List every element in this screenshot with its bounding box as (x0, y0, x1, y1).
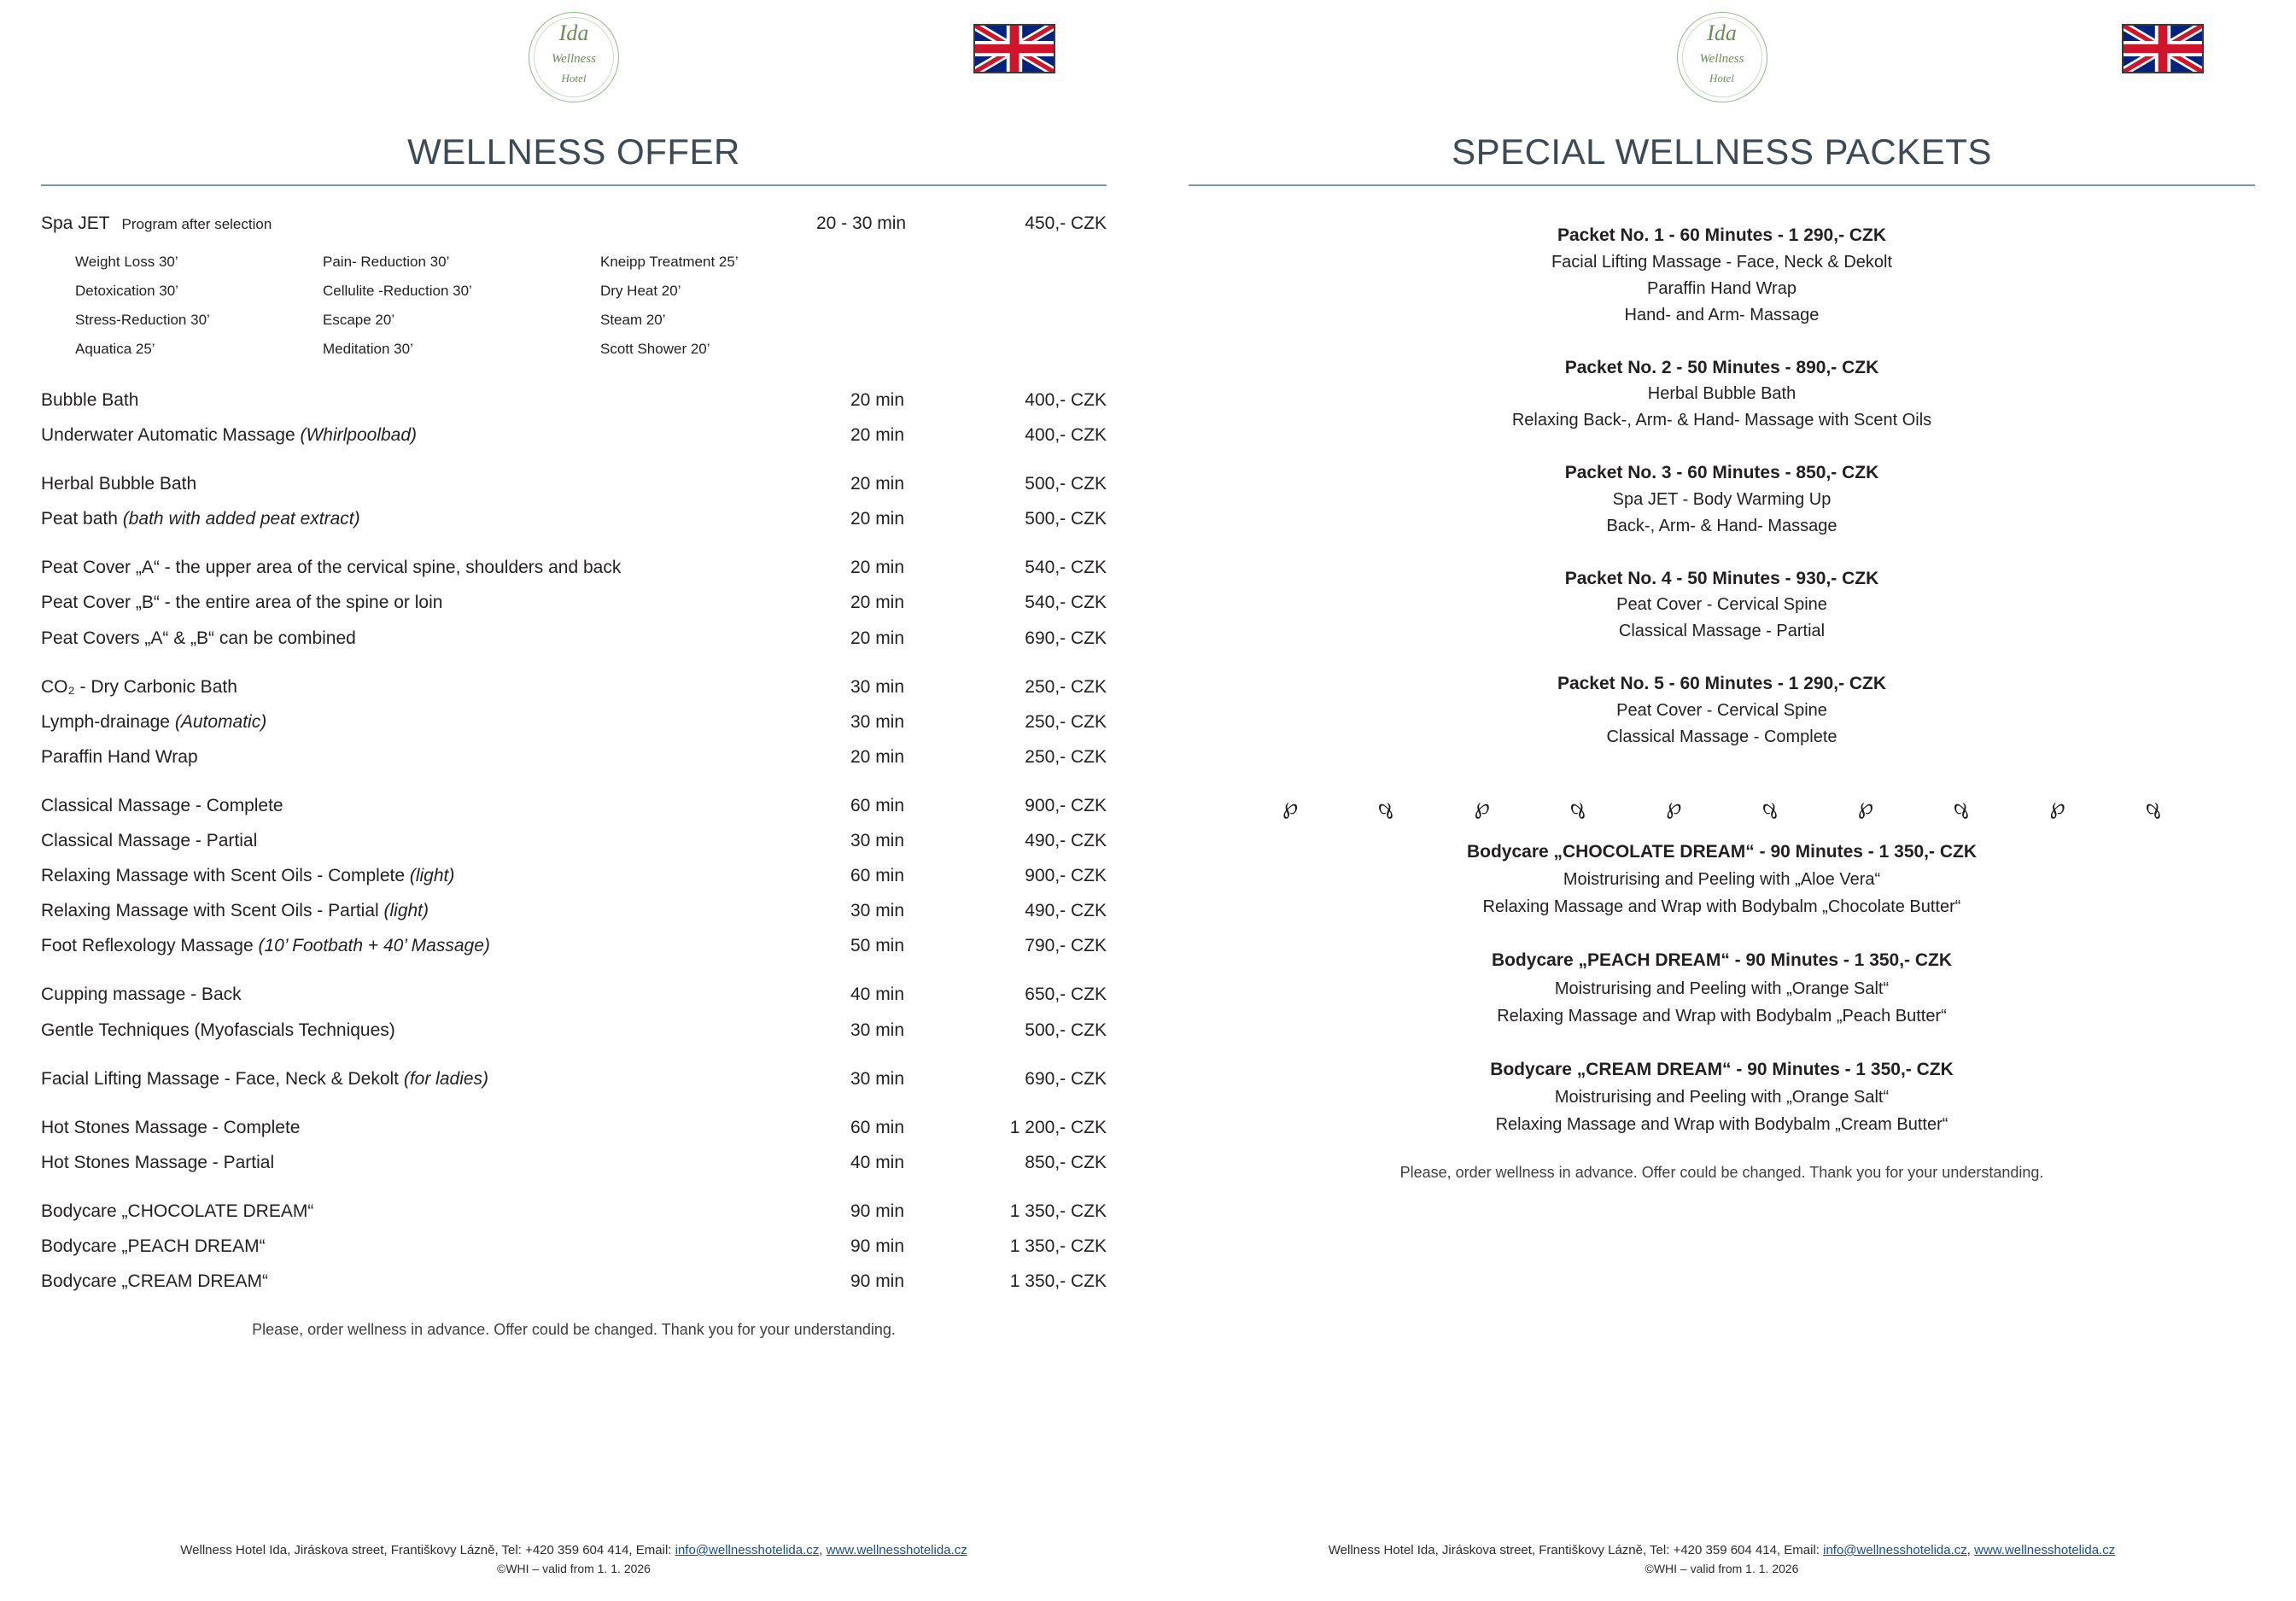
service-name: Foot Reflexology Massage (10’ Footbath + 40’ Massage) (41, 936, 490, 956)
uk-flag-icon (973, 24, 1055, 73)
order-note: Please, order wellness in advance. Offer could be changed. Thank you for your understanding. (1399, 1164, 2044, 1182)
ornament-glyph: ℘ (2145, 792, 2161, 819)
footer-separator: , (819, 1543, 827, 1558)
logo-line-2: Wellness (1699, 52, 1744, 66)
packet-line: Classical Massage - Complete (1606, 727, 1837, 746)
packet-line: Back-, Arm- & Hand- Massage (1606, 516, 1837, 535)
program-item: Dry Heat 20’ (600, 283, 681, 299)
service-price: 1 350,- CZK (1009, 1201, 1107, 1221)
program-item: Detoxication 30’ (75, 283, 178, 299)
programs-column-2 (323, 248, 600, 364)
service-duration: 20 min (850, 593, 905, 613)
order-note: Please, order wellness in advance. Offer could be changed. Thank you for your understanding. (252, 1321, 896, 1339)
bodycare-line: Relaxing Massage and Wrap with Bodybalm „Cream Butter“ (1495, 1115, 1948, 1135)
service-name: Classical Massage - Complete (41, 795, 283, 815)
spa-jet-name: Spa JET (41, 213, 110, 233)
logo-line-3: Hotel (1709, 72, 1734, 85)
hotel-logo (1671, 10, 1773, 106)
logo-line-1: Ida (1707, 20, 1737, 45)
service-name: Bodycare „CREAM DREAM“ (41, 1271, 269, 1292)
group-spacer (41, 536, 1107, 550)
ornament-glyph: ℘ (2049, 792, 2065, 819)
service-price: 400,- CZK (1025, 390, 1107, 410)
ornament-glyph: ℘ (1666, 792, 1682, 819)
service-row (41, 788, 1107, 823)
service-row (41, 501, 1107, 536)
footer-contact-line (1148, 1540, 2296, 1560)
service-name: Relaxing Massage with Scent Oils - Complete (light) (41, 866, 455, 886)
bodycare-line: Moistrurising and Peeling with „Orange Salt“ (1554, 979, 1890, 998)
service-name: Bodycare „PEACH DREAM“ (41, 1236, 266, 1256)
top-spacer (1189, 208, 2255, 222)
footer-copyright: ©WHI – valid from 1. 1. 2026 (1645, 1562, 1799, 1576)
service-name: Peat bath (bath with added peat extract) (41, 509, 360, 529)
program-item: Stress-Reduction 30’ (75, 312, 210, 328)
service-row (41, 466, 1107, 501)
ornament-divider (1189, 776, 2255, 838)
ornament-glyph: ℘ (1857, 792, 1874, 819)
service-row (41, 823, 1107, 858)
spa-jet-row (41, 208, 1107, 239)
bodycare-line: Relaxing Massage and Wrap with Bodybalm „Chocolate Butter“ (1482, 897, 1961, 917)
service-price: 540,- CZK (1025, 593, 1107, 613)
packet-line: Hand- and Arm- Massage (1624, 305, 1820, 324)
packet-block (1189, 354, 2255, 435)
ornament-glyph: ℘ (1761, 792, 1778, 819)
service-price: 490,- CZK (1025, 831, 1107, 851)
service-row (41, 383, 1107, 418)
bodycare-title: Bodycare „CHOCOLATE DREAM“ - 90 Minutes - 1 350,- CZK (1466, 841, 1978, 862)
service-name-note: (light) (409, 866, 455, 886)
service-name: Cupping massage - Back (41, 985, 242, 1005)
packet-title: Packet No. 4 - 50 Minutes - 930,- CZK (1564, 568, 1879, 588)
ornament-glyph: ℘ (1378, 792, 1394, 819)
service-price: 400,- CZK (1025, 425, 1107, 446)
page-title: WELLNESS OFFER (407, 131, 740, 172)
service-duration: 20 min (850, 509, 905, 529)
service-row (41, 739, 1107, 774)
service-row (41, 418, 1107, 453)
program-item: Weight Loss 30’ (75, 254, 178, 270)
service-row (41, 1194, 1107, 1229)
logo-line-2: Wellness (552, 52, 596, 66)
service-name: Hot Stones Massage - Partial (41, 1152, 275, 1172)
spa-jet-price: 450,- CZK (1025, 213, 1107, 233)
packet-block (1189, 222, 2255, 329)
service-row (41, 704, 1107, 739)
footer-contact-line (0, 1540, 1148, 1560)
service-name-note: (light) (383, 901, 429, 921)
service-name: Lymph-drainage (Automatic) (41, 711, 267, 732)
service-name: Hot Stones Massage - Complete (41, 1117, 301, 1137)
service-price: 690,- CZK (1025, 1068, 1107, 1089)
service-duration: 30 min (850, 831, 905, 851)
service-row (41, 977, 1107, 1012)
packet-line: Classical Massage - Partial (1618, 622, 1826, 640)
service-duration: 40 min (850, 985, 905, 1005)
service-row (41, 585, 1107, 620)
service-name: Classical Massage - Partial (41, 831, 258, 851)
service-name-note: (bath with added peat extract) (122, 509, 360, 529)
title-divider (41, 184, 1107, 186)
service-row (41, 669, 1107, 704)
packet-line: Paraffin Hand Wrap (1647, 278, 1796, 298)
service-row (41, 928, 1107, 963)
service-name: Underwater Automatic Massage (Whirlpoolbad) (41, 425, 418, 446)
service-duration: 90 min (850, 1271, 905, 1292)
price-list (41, 208, 1107, 1299)
packet-line: Herbal Bubble Bath (1647, 384, 1796, 403)
packets-list (1189, 222, 2255, 751)
service-price: 1 200,- CZK (1009, 1117, 1107, 1137)
group-spacer (41, 1180, 1107, 1194)
website-link[interactable]: www.wellnesshotelida.cz (826, 1543, 967, 1558)
service-name: Facial Lifting Massage - Face, Neck & Dekolt (for ladies) (41, 1068, 489, 1089)
service-row (41, 621, 1107, 656)
service-name: Paraffin Hand Wrap (41, 746, 198, 767)
uk-flag-icon (2122, 24, 2204, 73)
spa-jet-duration: 20 - 30 min (816, 213, 907, 233)
programs-column-3 (600, 248, 856, 364)
service-price: 650,- CZK (1025, 985, 1107, 1005)
service-price: 250,- CZK (1025, 676, 1107, 697)
bodycare-list (1189, 838, 2255, 1139)
left-header (41, 0, 1107, 126)
service-price: 1 350,- CZK (1009, 1271, 1107, 1292)
ornament-glyph: ℘ (1474, 792, 1490, 819)
program-item: Kneipp Treatment 25’ (600, 254, 739, 270)
packet-line: Spa JET - Body Warming Up (1612, 489, 1832, 509)
group-spacer (41, 774, 1107, 788)
bodycare-block (1189, 946, 2255, 1030)
special-packets-panel (1148, 0, 2296, 1601)
footer-separator: , (1966, 1543, 1975, 1558)
bodycare-title: Bodycare „PEACH DREAM“ - 90 Minutes - 1 350,- CZK (1491, 950, 1953, 971)
service-price: 250,- CZK (1025, 711, 1107, 732)
service-duration: 20 min (850, 390, 905, 410)
service-name: CO₂ - Dry Carbonic Bath (41, 676, 237, 697)
logo-line-3: Hotel (561, 72, 587, 85)
email-link[interactable]: info@wellnesshotelida.cz (675, 1543, 820, 1558)
program-item: Aquatica 25’ (75, 341, 155, 357)
service-price: 900,- CZK (1025, 866, 1107, 886)
service-duration: 20 min (850, 628, 905, 648)
service-name-note: (for ladies) (403, 1068, 489, 1089)
service-price: 1 350,- CZK (1009, 1236, 1107, 1256)
service-duration: 60 min (850, 1117, 905, 1137)
ornament-glyph: ℘ (1954, 792, 1970, 819)
packet-line: Peat Cover - Cervical Spine (1616, 700, 1827, 720)
service-price: 500,- CZK (1025, 509, 1107, 529)
footer-address: Wellness Hotel Ida, Jiráskova street, Františkovy Lázně, Tel: +420 359 604 414, Email: (180, 1543, 675, 1558)
left-footer (0, 1540, 1148, 1579)
service-row (41, 1145, 1107, 1180)
service-duration: 30 min (850, 676, 905, 697)
service-price: 490,- CZK (1025, 901, 1107, 921)
group-spacer (41, 453, 1107, 466)
packet-block (1189, 565, 2255, 646)
bodycare-line: Relaxing Massage and Wrap with Bodybalm „Peach Butter“ (1497, 1006, 1947, 1025)
service-row (41, 1229, 1107, 1264)
group-spacer (41, 369, 1107, 383)
service-name-note: (Automatic) (174, 711, 267, 732)
service-duration: 20 min (850, 474, 905, 494)
spa-jet-subtitle: Program after selection (121, 216, 272, 232)
program-item: Meditation 30’ (323, 341, 413, 357)
programs-column-1 (75, 248, 323, 364)
packet-title: Packet No. 2 - 50 Minutes - 890,- CZK (1564, 357, 1879, 377)
service-row (41, 1264, 1107, 1299)
service-name-note: (10’ Footbath + 40’ Massage) (258, 936, 490, 956)
program-item: Steam 20’ (600, 312, 666, 328)
group-spacer (41, 656, 1107, 669)
bodycare-line: Moistrurising and Peeling with „Aloe Vera“ (1563, 870, 1881, 890)
service-duration: 30 min (850, 901, 905, 921)
service-row (41, 858, 1107, 893)
service-price: 500,- CZK (1025, 1020, 1107, 1040)
page-title: SPECIAL WELLNESS PACKETS (1452, 131, 1992, 172)
service-groups (41, 369, 1107, 1299)
program-item: Pain- Reduction 30’ (323, 254, 450, 270)
service-name: Gentle Techniques (Myofascials Techniques) (41, 1020, 395, 1040)
packet-title: Packet No. 1 - 60 Minutes - 1 290,- CZK (1557, 225, 1887, 245)
service-duration: 90 min (850, 1236, 905, 1256)
logo-line-1: Ida (558, 20, 589, 45)
service-row (41, 1013, 1107, 1048)
spa-jet-programs (41, 239, 1107, 369)
service-duration: 30 min (850, 1020, 905, 1040)
group-spacer (41, 1096, 1107, 1110)
program-item: Cellulite -Reduction 30’ (323, 283, 472, 299)
packet-title: Packet No. 3 - 60 Minutes - 850,- CZK (1564, 463, 1879, 482)
bodycare-block (1189, 1055, 2255, 1139)
service-name: Bubble Bath (41, 390, 139, 410)
service-duration: 20 min (850, 558, 905, 578)
group-spacer (41, 963, 1107, 977)
program-item: Escape 20’ (323, 312, 395, 328)
service-row (41, 550, 1107, 585)
service-duration: 20 min (850, 746, 905, 767)
service-duration: 90 min (850, 1201, 905, 1221)
footer-copyright: ©WHI – valid from 1. 1. 2026 (497, 1562, 651, 1576)
service-duration: 60 min (850, 866, 905, 886)
service-price: 690,- CZK (1025, 628, 1107, 648)
service-name-note: (Whirlpoolbad) (300, 425, 418, 446)
service-name: Peat Cover „B“ - the entire area of the spine or loin (41, 593, 443, 613)
packet-block (1189, 459, 2255, 540)
title-divider (1189, 184, 2255, 186)
bodycare-title: Bodycare „CREAM DREAM“ - 90 Minutes - 1 350,- CZK (1490, 1059, 1954, 1079)
service-name: Relaxing Massage with Scent Oils - Partial (light) (41, 901, 429, 921)
service-price: 250,- CZK (1025, 746, 1107, 767)
service-name: Peat Covers „A“ & „B“ can be combined (41, 628, 356, 648)
service-price: 790,- CZK (1025, 936, 1107, 956)
right-header (1189, 0, 2255, 126)
packet-title: Packet No. 5 - 60 Minutes - 1 290,- CZK (1557, 674, 1887, 693)
packet-line: Relaxing Back-, Arm- & Hand- Massage with Scent Oils (1511, 411, 1932, 429)
bodycare-block (1189, 838, 2255, 921)
program-item: Scott Shower 20’ (600, 341, 710, 357)
ornament-glyph: ℘ (1282, 792, 1299, 819)
service-row (41, 893, 1107, 928)
service-name: Bodycare „CHOCOLATE DREAM“ (41, 1201, 314, 1221)
service-name: Peat Cover „A“ - the upper area of the cervical spine, shoulders and back (41, 558, 622, 578)
service-price: 900,- CZK (1025, 795, 1107, 815)
footer-address: Wellness Hotel Ida, Jiráskova street, Františkovy Lázně, Tel: +420 359 604 414, Email: (1328, 1543, 1824, 1558)
service-duration: 30 min (850, 1068, 905, 1089)
group-spacer (41, 1048, 1107, 1061)
service-duration: 30 min (850, 711, 905, 732)
service-row (41, 1061, 1107, 1096)
service-duration: 40 min (850, 1152, 905, 1172)
service-name: Herbal Bubble Bath (41, 474, 197, 494)
service-duration: 60 min (850, 795, 905, 815)
hotel-logo (523, 10, 625, 106)
service-price: 850,- CZK (1025, 1152, 1107, 1172)
service-duration: 50 min (850, 936, 905, 956)
service-row (41, 1110, 1107, 1145)
service-price: 540,- CZK (1025, 558, 1107, 578)
email-link[interactable]: info@wellnesshotelida.cz (1823, 1543, 1967, 1558)
packet-block (1189, 670, 2255, 751)
packet-line: Peat Cover - Cervical Spine (1616, 595, 1827, 614)
bodycare-line: Moistrurising and Peeling with „Orange Salt“ (1554, 1088, 1890, 1107)
packet-line: Facial Lifting Massage - Face, Neck & Dekolt (1551, 252, 1893, 272)
service-price: 500,- CZK (1025, 474, 1107, 494)
service-duration: 20 min (850, 425, 905, 446)
website-link[interactable]: www.wellnesshotelida.cz (1974, 1543, 2116, 1558)
right-footer (1148, 1540, 2296, 1579)
ornament-glyph: ℘ (1569, 792, 1586, 819)
